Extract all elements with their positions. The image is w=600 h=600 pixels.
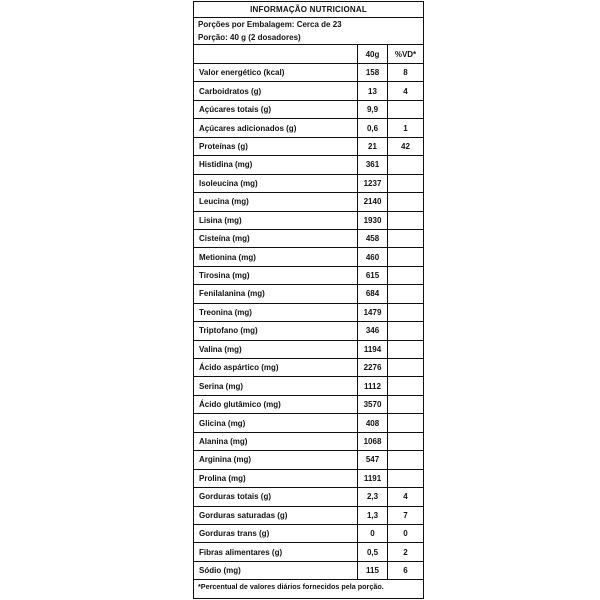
nutrient-name: Gorduras totais (g): [199, 492, 272, 502]
nutrient-amount: 408: [357, 414, 387, 431]
nutrient-amount: 547: [357, 451, 387, 468]
table-row: [194, 525, 423, 543]
nutrient-dv: 8: [387, 64, 423, 81]
nutrient-name: Alanina (mg): [199, 436, 248, 446]
nutrient-dv: 6: [387, 562, 423, 579]
table-row: [194, 304, 423, 322]
nutrient-dv: [387, 359, 423, 376]
nutrient-amount: 1191: [357, 470, 387, 487]
column-header-nutrient: [194, 45, 357, 63]
table-row: [194, 543, 423, 561]
nutrient-amount: 684: [357, 285, 387, 302]
table-row: [194, 396, 423, 414]
nutrient-dv: [387, 175, 423, 192]
nutrient-dv: [387, 396, 423, 413]
nutrient-dv: [387, 433, 423, 450]
table-row: [194, 248, 423, 266]
nutrient-amount: 0: [357, 525, 387, 542]
nutrient-dv: 4: [387, 488, 423, 505]
nutrient-amount: 1068: [357, 433, 387, 450]
nutrient-name: Valina (mg): [199, 344, 242, 354]
nutrient-name: Arginina (mg): [199, 455, 251, 465]
nutrient-dv: 0: [387, 525, 423, 542]
table-row: [194, 433, 423, 451]
nutrient-amount: 0,6: [357, 119, 387, 136]
table-row: [194, 341, 423, 359]
table-row: [194, 156, 423, 174]
nutrient-dv: 7: [387, 507, 423, 524]
nutrient-dv: 1: [387, 119, 423, 136]
serving-size: Porção: 40 g (2 dosadores): [194, 31, 423, 45]
nutrient-dv: 2: [387, 543, 423, 560]
nutrient-dv: [387, 101, 423, 118]
nutrient-dv: [387, 451, 423, 468]
nutrition-facts-panel: [193, 1, 424, 599]
nutrient-amount: 0,5: [357, 543, 387, 560]
nutrient-amount: 2276: [357, 359, 387, 376]
nutrient-name: Tirosina (mg): [199, 271, 250, 281]
nutrient-amount: 158: [357, 64, 387, 81]
nutrient-amount: 1930: [357, 212, 387, 229]
nutrient-amount: 1237: [357, 175, 387, 192]
table-row: [194, 82, 423, 100]
column-header-dv: %VD*: [387, 45, 423, 63]
table-row: [194, 267, 423, 285]
table-row: [194, 451, 423, 469]
nutrient-dv: [387, 322, 423, 339]
nutrient-dv: [387, 267, 423, 284]
nutrient-dv: [387, 285, 423, 302]
nutrient-name: Sódio (mg): [199, 566, 241, 576]
nutrient-amount: 115: [357, 562, 387, 579]
nutrient-dv: [387, 470, 423, 487]
nutrient-name: Açúcares totais (g): [199, 105, 272, 115]
nutrient-name: Gorduras trans (g): [199, 529, 270, 539]
nutrient-amount: 1479: [357, 304, 387, 321]
table-row: [194, 285, 423, 303]
nutrient-name: Metionina (mg): [199, 252, 256, 262]
nutrient-amount: 2,3: [357, 488, 387, 505]
nutrient-amount: 21: [357, 138, 387, 155]
nutrient-amount: 13: [357, 82, 387, 99]
nutrient-amount: 460: [357, 248, 387, 265]
table-row: [194, 322, 423, 340]
table-row: [194, 119, 423, 137]
nutrient-name: Valor energético (kcal): [199, 68, 285, 78]
nutrient-dv: [387, 304, 423, 321]
nutrient-dv: [387, 341, 423, 358]
nutrient-name: Ácido glutâmico (mg): [199, 400, 281, 410]
table-row: [194, 507, 423, 525]
table-row: [194, 64, 423, 82]
table-row: [194, 138, 423, 156]
nutrient-dv: [387, 156, 423, 173]
nutrient-amount: 3570: [357, 396, 387, 413]
table-row: [194, 175, 423, 193]
panel-title: INFORMAÇÃO NUTRICIONAL: [194, 2, 423, 18]
nutrient-name: Gorduras saturadas (g): [199, 510, 288, 520]
table-row: [194, 414, 423, 432]
nutrient-name: Serina (mg): [199, 381, 244, 391]
servings-per-package: Porções por Embalagem: Cerca de 23: [198, 20, 342, 29]
nutrient-name: Fenilalanina (mg): [199, 289, 265, 299]
nutrient-name: Fibras alimentares (g): [199, 547, 283, 557]
nutrient-name: Carboidratos (g): [199, 86, 262, 96]
nutrient-name: Glicina (mg): [199, 418, 246, 428]
nutrient-amount: 458: [357, 230, 387, 247]
nutrient-amount: 1,3: [357, 507, 387, 524]
table-row: [194, 359, 423, 377]
table-row: [194, 212, 423, 230]
nutrient-amount: 2140: [357, 193, 387, 210]
table-row: [194, 230, 423, 248]
nutrient-dv: [387, 248, 423, 265]
nutrient-name: Açúcares adicionados (g): [199, 123, 297, 133]
footnote: *Percentual de valores diários fornecidos pela porção.: [198, 582, 384, 592]
nutrient-name: Cisteína (mg): [199, 234, 250, 244]
nutrient-amount: 615: [357, 267, 387, 284]
nutrient-dv: 42: [387, 138, 423, 155]
nutrient-dv: [387, 212, 423, 229]
nutrient-dv: [387, 193, 423, 210]
nutrient-name: Leucina (mg): [199, 197, 249, 207]
column-header-row: [194, 45, 423, 64]
table-row: [194, 193, 423, 211]
table-row: [194, 377, 423, 395]
nutrient-amount: 9,9: [357, 101, 387, 118]
nutrient-name: Lisina (mg): [199, 215, 242, 225]
table-row: [194, 488, 423, 506]
nutrient-amount: 1112: [357, 377, 387, 394]
nutrient-name: Proteínas (g): [199, 141, 248, 151]
column-header-amount: 40g: [357, 45, 387, 63]
nutrient-rows: [194, 64, 423, 580]
nutrient-dv: 4: [387, 82, 423, 99]
nutrient-name: Isoleucina (mg): [199, 178, 258, 188]
table-row: [194, 101, 423, 119]
nutrient-dv: [387, 377, 423, 394]
nutrient-amount: 1194: [357, 341, 387, 358]
nutrient-name: Prolina (mg): [199, 473, 246, 483]
nutrient-dv: [387, 414, 423, 431]
table-row: [194, 562, 423, 580]
table-row: [194, 470, 423, 488]
nutrient-name: Treonina (mg): [199, 307, 252, 317]
nutrient-amount: 346: [357, 322, 387, 339]
nutrient-name: Ácido aspártico (mg): [199, 363, 279, 373]
nutrient-dv: [387, 230, 423, 247]
nutrient-name: Histidina (mg): [199, 160, 253, 170]
nutrient-amount: 361: [357, 156, 387, 173]
nutrient-name: Triptofano (mg): [199, 326, 258, 336]
